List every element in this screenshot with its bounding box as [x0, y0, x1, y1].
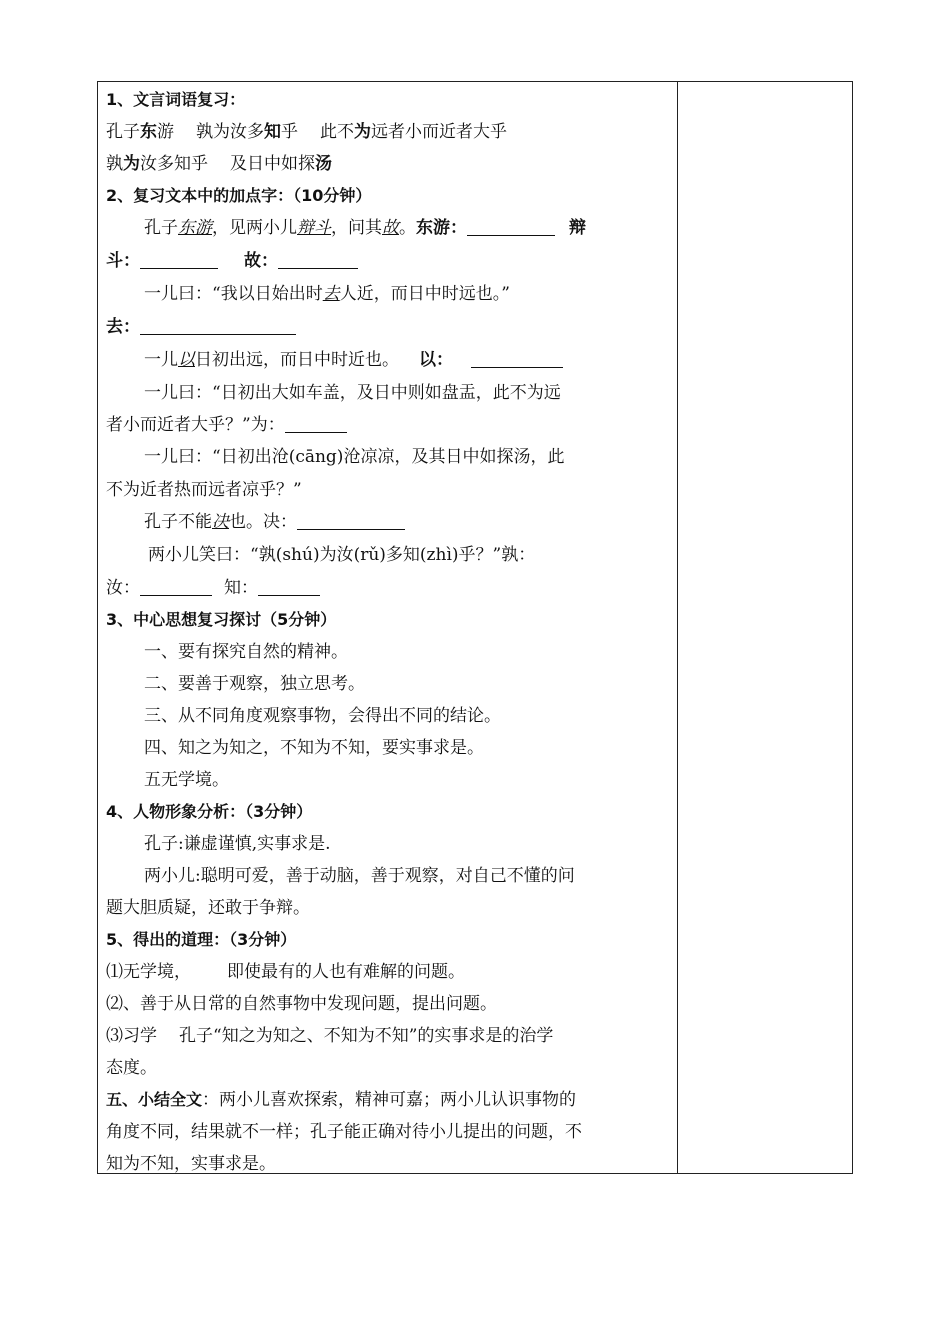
section-1-line-1	[106, 116, 672, 148]
section-1-line-2	[106, 148, 672, 180]
answer-blank[interactable]	[140, 316, 296, 335]
text: 一儿曰：“日初出大如车盖，及日中则如盘盂，此不为远	[144, 383, 561, 403]
key-char: 知	[264, 122, 281, 142]
section-3-heading: 3、中心思想复习探讨（5分钟）	[106, 610, 337, 629]
text: 孔子	[106, 122, 140, 142]
blank-label: 斗：	[106, 251, 140, 271]
section-1-heading: 1、文言词语复习：	[106, 90, 246, 109]
text: 。	[399, 218, 416, 238]
blank-label: 去：	[106, 317, 140, 337]
text: 即使最有的人也有难解的问题。	[227, 962, 465, 982]
blank-label: 东游：	[416, 218, 467, 238]
main-cell	[106, 84, 672, 1180]
text: 也。决：	[229, 512, 297, 532]
answer-blank[interactable]	[278, 250, 358, 269]
text: 两小儿喜欢探索，精神可嘉；两小儿认识事物的	[219, 1090, 577, 1110]
lesson-3-cont: 态度。	[106, 1058, 157, 1078]
character-kids: 两小儿:聪明可爱，善于动脑，善于观察，对自己不懂的问	[144, 866, 575, 886]
theme-item: 四、知之为知之，不知为不知，要实事求是。	[144, 738, 484, 758]
text: 孰	[106, 154, 123, 174]
passage-line-5b	[106, 474, 672, 506]
worksheet-table	[97, 81, 853, 1174]
text: 汝多知乎	[140, 154, 208, 174]
text: ：	[202, 1090, 220, 1110]
text: 游	[157, 122, 174, 142]
summary-line-3: 知为不知，实事求是。	[106, 1154, 276, 1174]
text: 孔子	[144, 218, 178, 238]
blank-label: 以：	[419, 350, 453, 370]
passage-line-1	[106, 212, 672, 245]
key-char: 为	[123, 154, 140, 174]
text: 此不	[320, 122, 354, 142]
text: 远者小而近者大乎	[371, 122, 507, 142]
text: ⑴无学境，	[106, 962, 191, 982]
text: ，问其	[331, 218, 382, 238]
dotted-word: 故	[382, 218, 399, 238]
text: 汝：	[106, 578, 140, 598]
theme-item: 五无学境。	[144, 770, 229, 790]
theme-item: 二、要善于观察，独立思考。	[144, 674, 365, 694]
text: 一儿曰：“日初出沧(cāng)沧凉凉，及其日中如探汤，此	[144, 447, 565, 467]
summary-line-1	[106, 1084, 672, 1116]
dotted-word: 东游	[178, 218, 212, 238]
text: 知：	[224, 578, 258, 598]
text: 孰为汝多	[196, 122, 264, 142]
column-divider	[677, 82, 678, 1173]
blank-label: 辩	[569, 218, 586, 238]
answer-blank[interactable]	[467, 217, 555, 236]
lesson-3	[106, 1020, 672, 1052]
passage-line-2	[106, 278, 672, 311]
text: ，见两小儿	[212, 218, 297, 238]
passage-line-5	[106, 441, 672, 474]
character-kids-cont: 题大胆质疑，还敢于争辩。	[106, 898, 310, 918]
text: 者小而近者大乎？”为：	[106, 415, 285, 435]
summary-line-2: 角度不同，结果就不一样；孔子能正确对待小儿提出的问题，不	[106, 1122, 582, 1142]
passage-line-4	[106, 377, 672, 409]
text: 孔子“知之为知之、不知为不知”的实事求是的治学	[179, 1026, 554, 1046]
key-char: 汤	[315, 154, 332, 174]
dotted-word: 辩斗	[297, 218, 331, 238]
text: 人近，而日中时远也。”	[339, 284, 510, 304]
section-4-heading: 4、人物形象分析：（3分钟）	[106, 802, 313, 821]
dotted-word: 去	[322, 284, 340, 304]
answer-blank[interactable]	[471, 349, 563, 368]
text: 日初出远，而日中时近也。	[195, 350, 399, 370]
summary-label: 五、小结全文	[106, 1090, 203, 1109]
passage-line-1b	[106, 245, 672, 278]
lesson-2: ⑵、善于从日常的自然事物中发现问题，提出问题。	[106, 994, 497, 1014]
text: 两小儿笑曰：“孰(shú)为汝(rǔ)多知(zhì)乎？”孰：	[148, 545, 536, 565]
passage-line-7b	[106, 572, 672, 604]
answer-blank[interactable]	[258, 577, 320, 596]
theme-item: 三、从不同角度观察事物，会得出不同的结论。	[144, 706, 501, 726]
character-kongzi: 孔子:谦虚谨慎,实事求是.	[144, 834, 331, 854]
passage-line-6	[106, 506, 672, 539]
answer-blank[interactable]	[297, 511, 405, 530]
answer-blank[interactable]	[140, 577, 212, 596]
answer-blank[interactable]	[285, 414, 347, 433]
key-char: 东	[140, 122, 157, 142]
dotted-word: 以	[178, 350, 195, 370]
text: 不为近者热而远者凉乎？”	[106, 480, 302, 500]
section-5-heading: 5、得出的道理：（3分钟）	[106, 930, 297, 949]
dotted-word: 决	[212, 512, 229, 532]
lesson-1	[106, 956, 672, 988]
passage-line-2b	[106, 311, 672, 344]
text: 及日中如探	[230, 154, 315, 174]
text: ⑶习学	[106, 1026, 157, 1046]
passage-line-7	[106, 539, 672, 572]
text: 孔子不能	[144, 512, 212, 532]
section-2-heading: 2、复习文本中的加点字：（10分钟）	[106, 186, 372, 205]
text: 一儿曰：“我以日始出时	[144, 284, 323, 304]
text: 乎	[281, 122, 298, 142]
passage-line-3	[106, 344, 672, 377]
theme-item: 一、要有探究自然的精神。	[144, 642, 348, 662]
passage-line-4b	[106, 409, 672, 441]
text: 一儿	[144, 350, 178, 370]
answer-blank[interactable]	[140, 250, 218, 269]
key-char: 为	[354, 122, 371, 142]
blank-label: 故：	[244, 251, 278, 271]
